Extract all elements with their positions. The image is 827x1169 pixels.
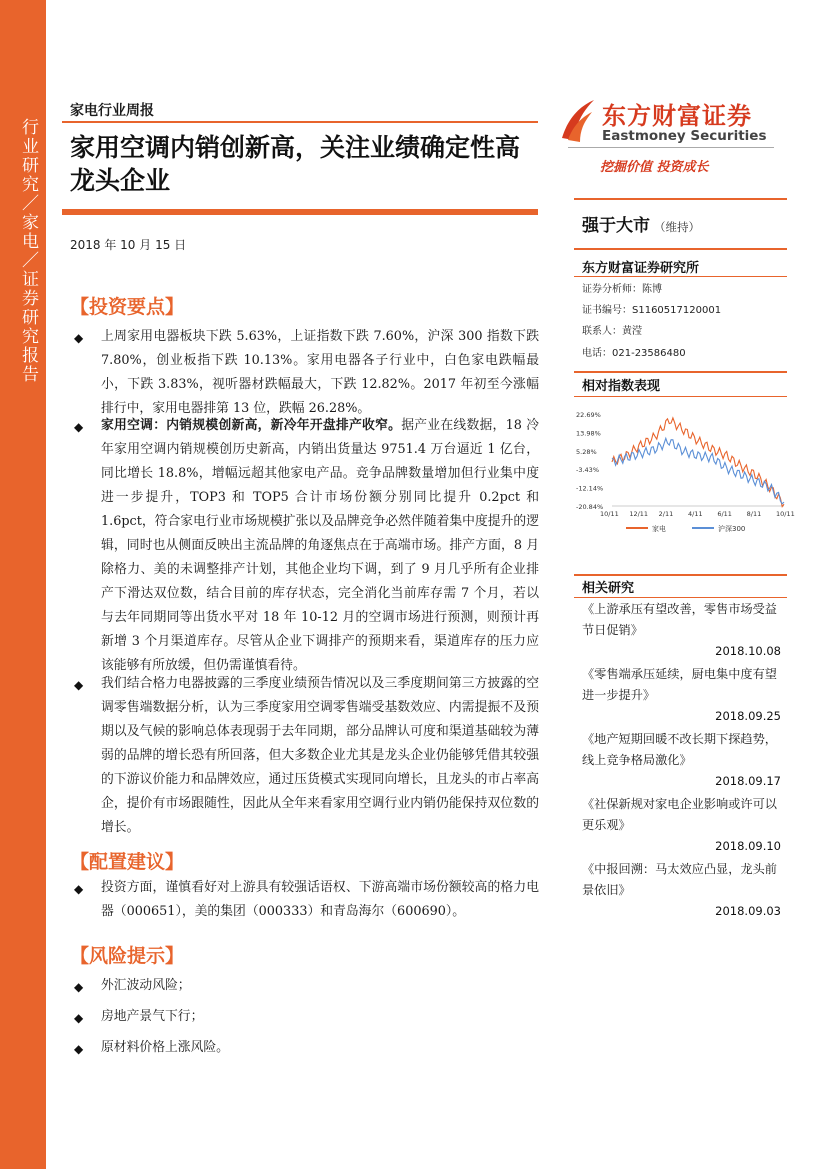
divider (574, 276, 787, 277)
x-tick-label: 10/11 (600, 510, 619, 518)
x-tick-label: 4/11 (688, 510, 703, 518)
divider (574, 248, 787, 250)
related-report-date: 2018.10.08 (715, 644, 781, 658)
risk-heading: 【风险提示】 (70, 945, 185, 967)
related-heading: 相关研究 (582, 581, 635, 596)
config-text: 投资方面，谨慎看好对上游具有较强话语权、下游高端市场份额较高的格力电器（000651），美的集团（000333）和青岛海尔（600690）。 (101, 880, 539, 919)
invest-point-1 (101, 325, 539, 421)
logo-slogan: 挖掘价值 投资成长 (600, 160, 709, 175)
related-report-date: 2018.09.03 (715, 904, 781, 918)
invest-point-3 (101, 672, 539, 840)
related-report-title[interactable]: 《零售端承压延续，厨电集中度有望进一步提升》 (582, 667, 777, 702)
legend-label: 家电 (652, 525, 666, 533)
x-tick-label: 6/11 (717, 510, 732, 518)
y-tick-label: -12.14% (576, 484, 604, 493)
report-date: 2018 年 10 月 15 日 (70, 238, 187, 252)
x-tick-label: 2/11 (658, 510, 674, 518)
y-tick-label: 5.28% (576, 447, 597, 456)
analyst-cert: 证书编号：S1160517120001 (582, 305, 722, 316)
sidebar-category: 行业研究／家电／证券研究报告 (18, 118, 38, 384)
rating-status: （维持） (654, 220, 700, 234)
contact-name: 联系人：黄滢 (582, 326, 642, 337)
divider (574, 371, 787, 373)
invest-heading: 【投资要点】 (70, 296, 185, 318)
bullet-icon: ◆ (74, 420, 84, 434)
divider (574, 396, 787, 397)
invest-point-text: 据产业在线数据，18 冷年家用空调内销规模创历史新高，内销出货量达 9751.4 万台逼近 1 亿台，同比增长 18.8%，增幅远超其他家电产品。竞争品牌数量增加但行业集中度进一步提升，TOP3 和 TOP5 合计市场份额分别同比提升 0.2pct 和 1.6pct，符合家电行业市场规模扩张以及品牌竞争必然伴随着集中度提升的逻辑，同时也从侧面反映出主流品牌的角逐焦点在于高端市场。排产方面，8 月除格力、美的未调整排产计划，其他企业均下调，到了 9 月几乎所有企业排产下滑达双位数，结合目前的库存状态，完全消化当前库存需 7 个月，若以与去年同期同等出货水平对 18 年 10-12 月的空调市场进行预测，则预计再新增 3 个月渠道库存。尽管从企业下调排产的预期来看，渠道库存的压力应该能够有所放缓，但仍需谨慎看待。 (101, 418, 540, 673)
rating-label: 强于大市 (582, 216, 650, 236)
divider (574, 574, 787, 576)
config-heading: 【配置建议】 (70, 851, 185, 873)
series-line-0 (612, 418, 784, 507)
relative-index-chart (574, 406, 795, 546)
risk-item: 房地产景气下行； (101, 1009, 204, 1024)
risk-item: 原材料价格上涨风险。 (101, 1040, 229, 1055)
divider (62, 121, 538, 123)
logo-name-cn: 东方财富证券 (602, 102, 752, 130)
y-tick-label: 13.98% (576, 429, 601, 438)
y-tick-label: -3.43% (576, 466, 599, 475)
divider (568, 147, 774, 148)
bullet-icon: ◆ (74, 980, 84, 994)
legend-label: 沪深300 (718, 525, 746, 533)
logo-name-en: Eastmoney Securities (602, 128, 767, 144)
contact-phone: 电话：021-23586480 (582, 348, 686, 359)
bullet-icon: ◆ (74, 882, 84, 896)
report-title: 家用空调内销创新高，关注业绩确定性高龙头企业 (70, 133, 521, 195)
company-logo (560, 96, 780, 176)
bullet-icon: ◆ (74, 1042, 84, 1056)
related-report-date: 2018.09.10 (715, 839, 781, 853)
y-tick-label: 22.69% (576, 411, 601, 419)
divider (62, 209, 538, 215)
related-report-title[interactable]: 《中报回溯：马太效应凸显，龙头前景依旧》 (582, 862, 777, 897)
chart-heading: 相对指数表现 (582, 379, 661, 394)
invest-point-text: 我们结合格力电器披露的三季度业绩预告情况以及三季度期间第三方披露的空调零售端数据分析，认为三季度家用空调零售端受基数效应、内需提振不及预期以及气候的影响总体表现弱于去年同期，部分品牌认可度和渠道基础较为薄弱的品牌的增长恐有所回落，但大多数企业尤其是龙头企业仍能够凭借其较强的下游议价能力和品牌效应，通过压货模式实现同向增长，且龙头的市占率高企，提价有市场跟随性，因此从全年来看家用空调行业内销仍能保持双位数的增长。 (101, 676, 539, 835)
logo-mark-icon (560, 98, 596, 142)
invest-point-2 (101, 414, 539, 678)
x-tick-label: 8/11 (746, 510, 762, 518)
y-tick-label: -20.84% (576, 503, 604, 511)
invest-point-lead: 家用空调：内销规模创新高，新冷年开盘排产收窄。 (101, 418, 402, 433)
divider (574, 198, 787, 200)
related-report-date: 2018.09.25 (715, 709, 781, 723)
analyst-name: 证券分析师：陈博 (582, 284, 662, 295)
related-report-title[interactable]: 《地产短期回暖不改长期下探趋势，线上竞争格局激化》 (582, 732, 777, 767)
research-institute: 东方财富证券研究所 (582, 261, 700, 276)
risk-item: 外汇波动风险； (101, 978, 191, 993)
bullet-icon: ◆ (74, 331, 84, 345)
bullet-icon: ◆ (74, 678, 84, 692)
report-type: 家电行业周报 (70, 103, 154, 119)
rating (582, 211, 700, 236)
related-report-title[interactable]: 《社保新规对家电企业影响或许可以更乐观》 (582, 797, 777, 832)
x-tick-label: 12/11 (629, 510, 649, 518)
divider (574, 597, 787, 598)
related-report-date: 2018.09.17 (715, 774, 781, 788)
bullet-icon: ◆ (74, 1011, 84, 1025)
invest-point-text: 上周家用电器板块下跌 5.63%，上证指数下跌 7.60%，沪深 300 指数下跌 7.80%，创业板指下跌 10.13%。家用电器各子行业中，白色家电跌幅最小，下跌 3.83%，视听器材跌幅最大，下跌 12.82%。2017 年初至今涨幅排行中，家用电器排第 13 位，跌幅 26.28%。 (101, 329, 539, 416)
related-report-title[interactable]: 《上游承压有望改善，零售市场受益节日促销》 (582, 602, 777, 637)
x-tick-label: 10/11 (776, 510, 795, 518)
